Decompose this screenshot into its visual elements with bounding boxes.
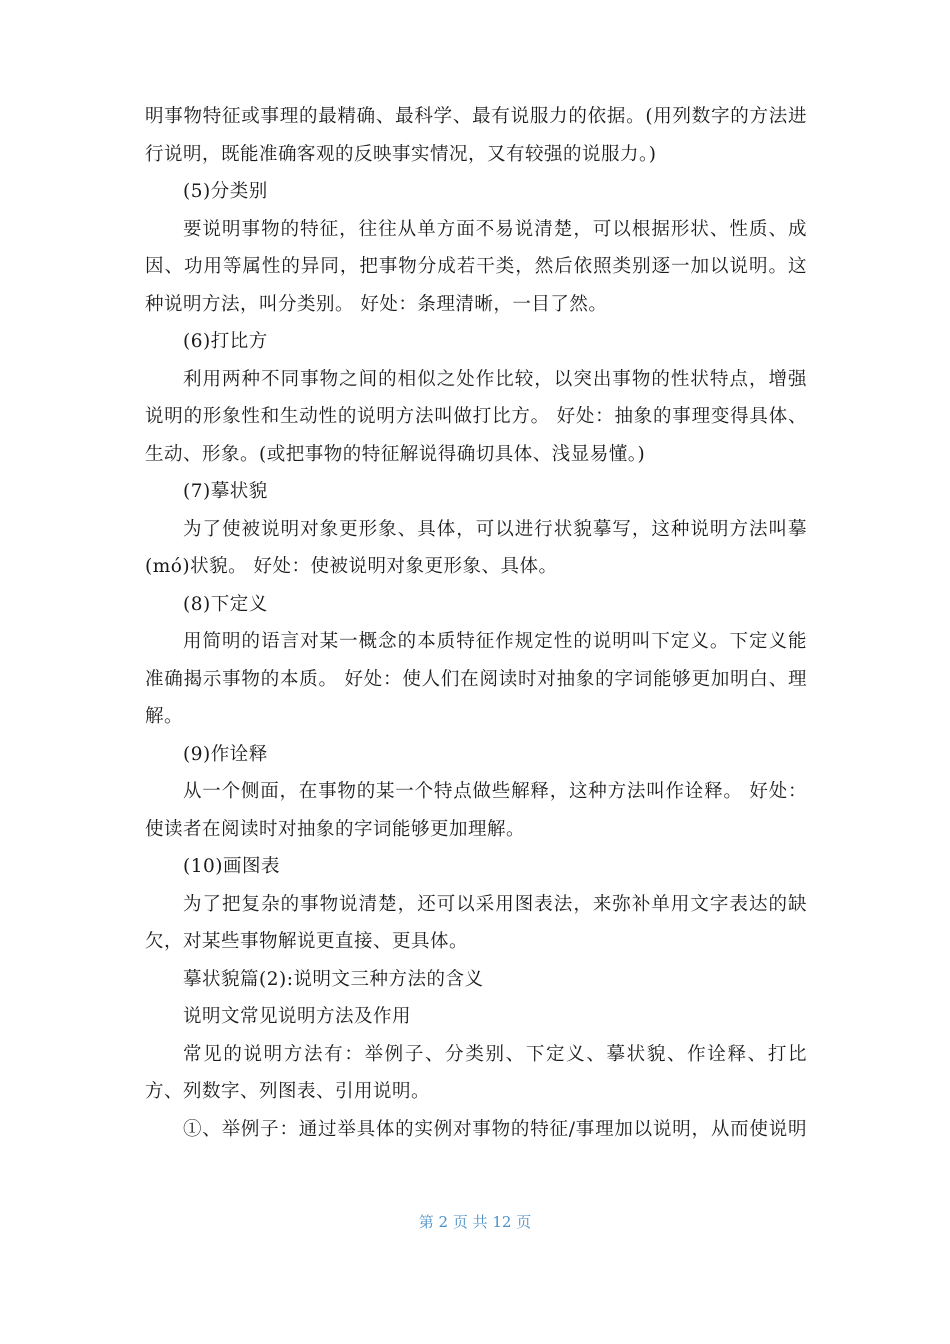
text-line: 生动、形象。(或把事物的特征解说得确切具体、浅显易懂。) <box>145 443 646 465</box>
chapter-heading: 摹状貌篇(2):说明文三种方法的含义 <box>183 968 484 990</box>
text-line: 使读者在阅读时对抽象的字词能够更加理解。 <box>145 818 526 840</box>
text-line: 要说明事物的特征，往往从单方面不易说清楚，可以根据形状、性质、成 <box>183 218 807 240</box>
section-heading: (9)作诠释 <box>183 743 268 765</box>
text-line: 说明的形象性和生动性的说明方法叫做打比方。 好处：抽象的事理变得具体、 <box>145 406 807 427</box>
chapter-heading: 说明文常见说明方法及作用 <box>183 1006 412 1027</box>
text-line: 方、列数字、列图表、引用说明。 <box>145 1081 431 1102</box>
text-line: 利用两种不同事物之间的相似之处作比较，以突出事物的性状特点，增强 <box>183 368 807 390</box>
text-line: 因、功用等属性的异同，把事物分成若干类，然后依照类别逐一加以说明。这 <box>145 256 807 277</box>
text-line: 行说明，既能准确客观的反映事实情况，又有较强的说服力。) <box>145 143 657 165</box>
text-line: ①、举例子：通过举具体的实例对事物的特征/事理加以说明，从而使说明 <box>183 1118 807 1140</box>
text-line: 明事物特征或事理的最精确、最科学、最有说服力的依据。(用列数字的方法进 <box>145 106 807 127</box>
text-line: 准确揭示事物的本质。 好处：使人们在阅读时对抽象的字词能够更加明白、理 <box>145 668 807 690</box>
document-body <box>145 98 807 1148</box>
text-line: 常见的说明方法有：举例子、分类别、下定义、摹状貌、作诠释、打比 <box>183 1043 807 1065</box>
text-line: 欠，对某些事物解说更直接、更具体。 <box>145 931 469 952</box>
text-line: (mó)状貌。 好处：使被说明对象更形象、具体。 <box>145 556 558 577</box>
text-line: 从一个侧面，在事物的某一个特点做些解释，这种方法叫作诠释。 好处： <box>183 781 807 802</box>
section-heading: (5)分类别 <box>183 181 268 202</box>
section-heading: (6)打比方 <box>183 331 268 352</box>
text-line: 用简明的语言对某一概念的本质特征作规定性的说明叫下定义。下定义能 <box>183 631 807 652</box>
section-heading: (8)下定义 <box>183 593 268 615</box>
text-line: 为了使被说明对象更形象、具体，可以进行状貌摹写，这种说明方法叫摹 <box>183 518 807 540</box>
text-line: 为了把复杂的事物说清楚，还可以采用图表法，来弥补单用文字表达的缺 <box>183 893 807 915</box>
text-line: 解。 <box>145 706 184 727</box>
section-heading: (10)画图表 <box>183 856 280 877</box>
text-line: 种说明方法，叫分类别。 好处：条理清晰，一目了然。 <box>145 293 608 315</box>
page-number: 第 2 页 共 12 页 <box>418 1213 532 1231</box>
section-heading: (7)摹状貌 <box>183 481 268 502</box>
